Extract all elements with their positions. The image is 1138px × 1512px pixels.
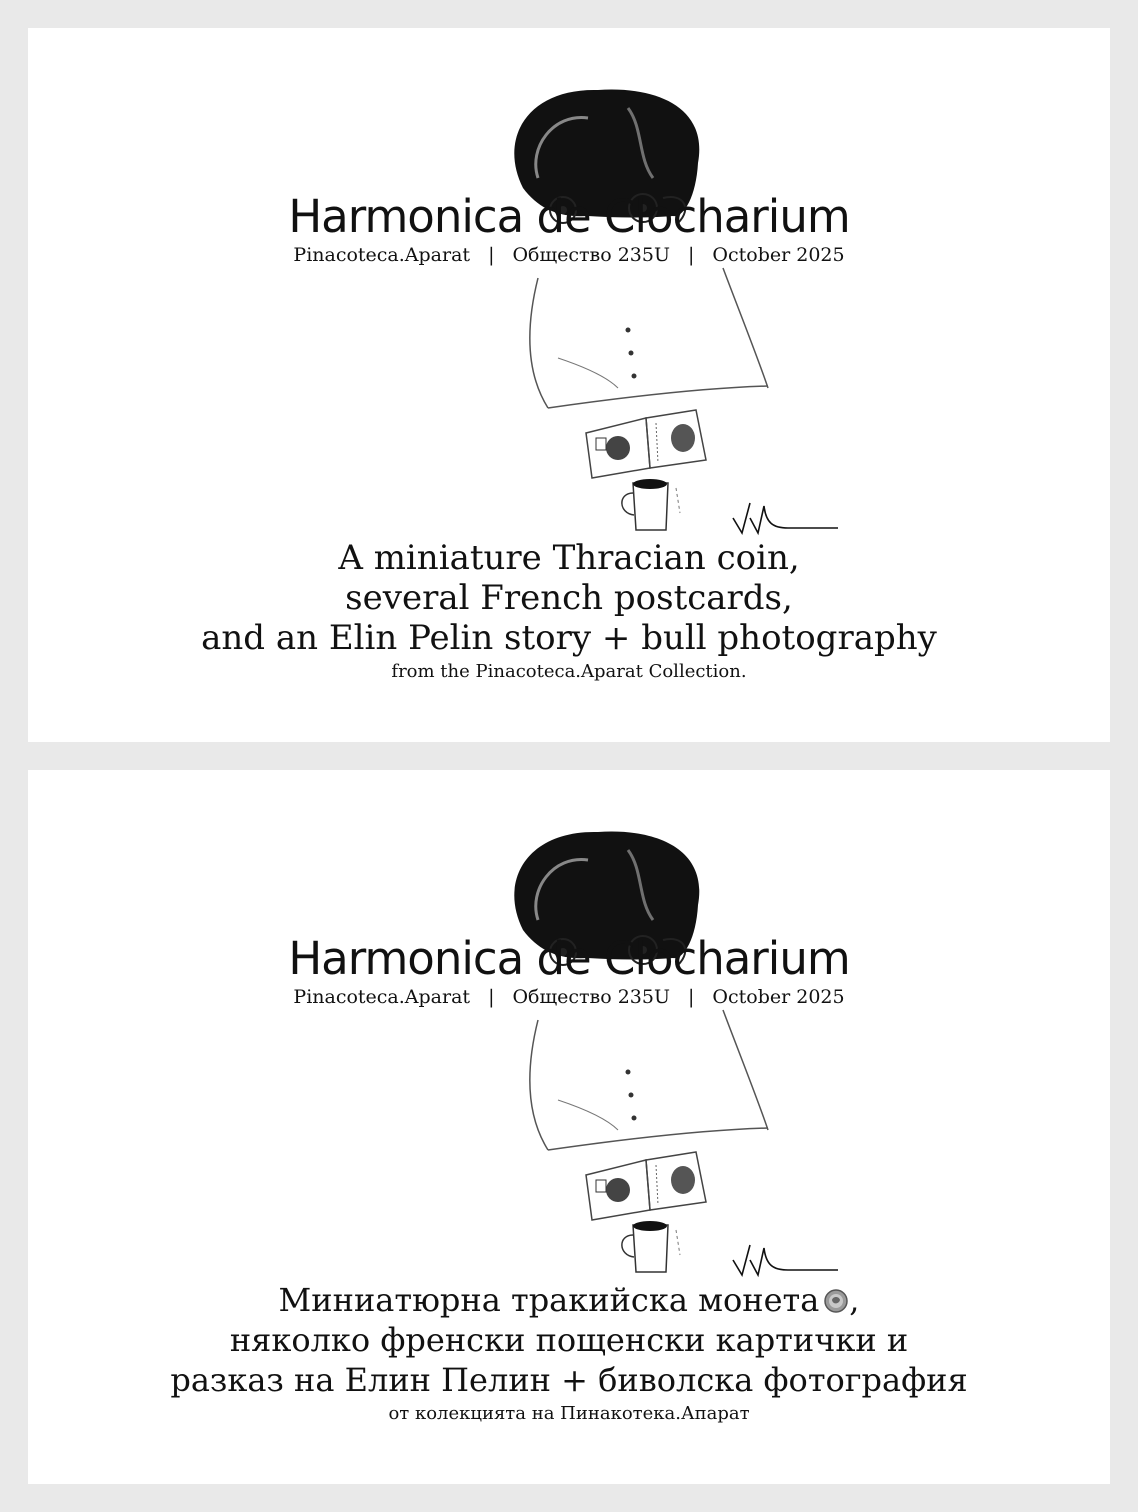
meta-separator: |: [688, 986, 695, 1008]
headline-line-3: and an Elin Pelin story + bull photography: [201, 618, 937, 658]
thracian-coin-emoji-icon: [823, 1288, 849, 1314]
collection-credit: from the Pinacoteca.Aparat Collection.: [391, 661, 747, 682]
headline-line-1: A miniature Thracian coin,: [338, 538, 800, 578]
poster-title: Harmonica de Clocharium: [288, 190, 850, 243]
meta-organizer: Pinacoteca.Aparat: [293, 986, 471, 1008]
meta-separator: |: [688, 244, 695, 266]
poster-title: Harmonica de Clocharium: [288, 932, 850, 985]
poster-meta-line: [28, 242, 1110, 268]
poster-card-english: [28, 28, 1110, 742]
headline-line-2: several French postcards,: [345, 578, 793, 618]
poster-card-bulgarian: [28, 770, 1110, 1484]
poster-headline: [28, 1280, 1110, 1426]
headline-line-3: разказ на Елин Пелин + биволска фотография: [170, 1361, 968, 1399]
headline-comma: ,: [849, 1281, 860, 1319]
meta-date: October 2025: [712, 986, 845, 1008]
signature-mark-icon: [728, 1240, 843, 1280]
poster-meta-line: [28, 984, 1110, 1010]
headline-line-2: няколко френски пощенски картички и: [229, 1321, 909, 1359]
meta-society: Общество 235U: [512, 244, 670, 266]
headline-line-1-text: Миниатюрна тракийска монета: [278, 1281, 820, 1319]
headline-line-1: [28, 1280, 1110, 1320]
meta-date: October 2025: [712, 244, 845, 266]
meta-separator: |: [488, 986, 495, 1008]
meta-society: Общество 235U: [512, 986, 670, 1008]
poster-headline: [28, 538, 1110, 684]
collection-credit: от колекцията на Пинакотека.Апарат: [388, 1403, 750, 1424]
meta-organizer: Pinacoteca.Aparat: [293, 244, 471, 266]
meta-separator: |: [488, 244, 495, 266]
signature-mark-icon: [728, 498, 843, 538]
